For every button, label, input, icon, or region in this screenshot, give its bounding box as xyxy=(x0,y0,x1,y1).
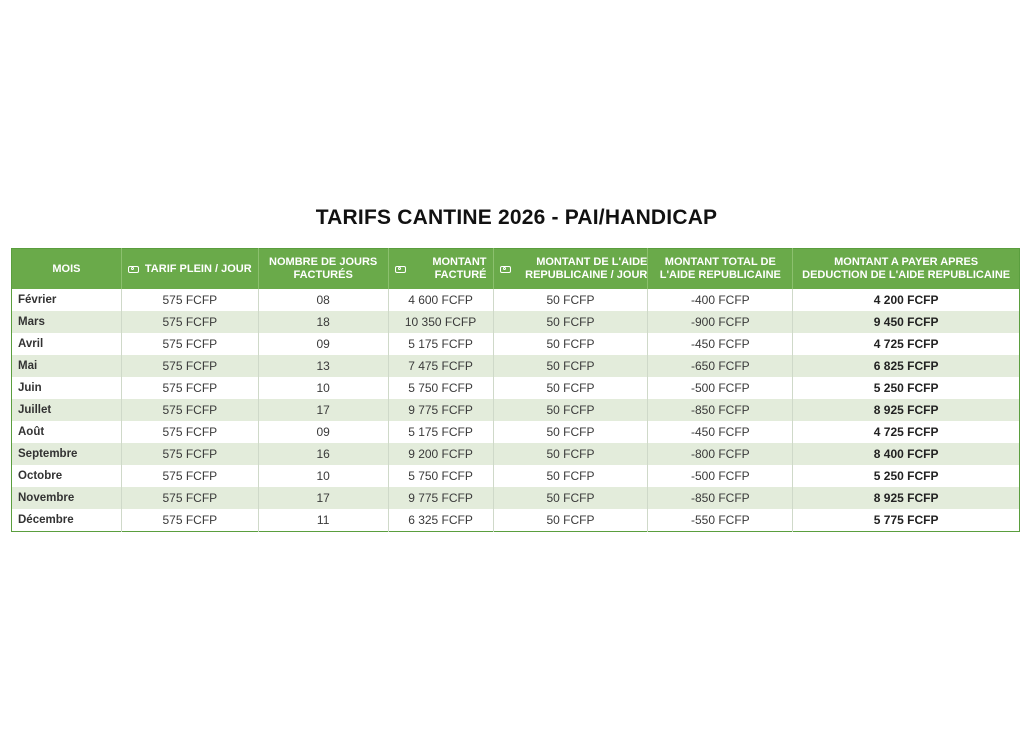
cell-mois: Février xyxy=(12,289,122,311)
cell-tarif: 575 FCFP xyxy=(121,355,258,377)
cell-total-aide: -800 FCFP xyxy=(648,443,793,465)
table-row xyxy=(12,289,1020,311)
cell-jours: 09 xyxy=(258,421,388,443)
header-jours-line2: FACTURÉS xyxy=(293,269,353,281)
header-total-aide-line1: MONTANT TOTAL DE xyxy=(664,256,776,268)
cash-icon xyxy=(128,266,139,273)
cell-jours: 13 xyxy=(258,355,388,377)
header-jours xyxy=(258,249,388,290)
cell-tarif: 575 FCFP xyxy=(121,443,258,465)
cell-payer: 9 450 FCFP xyxy=(793,311,1020,333)
cell-tarif: 575 FCFP xyxy=(121,421,258,443)
cell-montant: 7 475 FCFP xyxy=(388,355,493,377)
cell-mois: Juillet xyxy=(12,399,122,421)
cell-payer: 4 200 FCFP xyxy=(793,289,1020,311)
header-montant-line2: FACTURÉ xyxy=(434,269,487,281)
cell-payer: 8 400 FCFP xyxy=(793,443,1020,465)
cell-montant: 4 600 FCFP xyxy=(388,289,493,311)
cell-total-aide: -500 FCFP xyxy=(648,465,793,487)
cash-icon xyxy=(500,266,511,273)
cell-jours: 08 xyxy=(258,289,388,311)
header-tarif-label: TARIF PLEIN / JOUR xyxy=(144,262,252,275)
cell-jours: 18 xyxy=(258,311,388,333)
table-row xyxy=(12,421,1020,443)
table-body xyxy=(12,289,1020,532)
cell-montant: 6 325 FCFP xyxy=(388,509,493,532)
cell-total-aide: -650 FCFP xyxy=(648,355,793,377)
cell-aide: 50 FCFP xyxy=(493,289,648,311)
cell-jours: 16 xyxy=(258,443,388,465)
header-montant-line1: MONTANT xyxy=(432,256,487,268)
header-payer-line1: MONTANT A PAYER APRES xyxy=(834,256,979,268)
cell-montant: 9 775 FCFP xyxy=(388,399,493,421)
cell-montant: 9 775 FCFP xyxy=(388,487,493,509)
cell-mois: Novembre xyxy=(12,487,122,509)
cell-payer: 5 250 FCFP xyxy=(793,465,1020,487)
page-title: TARIFS CANTINE 2026 - PAI/HANDICAP xyxy=(315,206,718,229)
cash-icon xyxy=(395,266,406,273)
cell-payer: 4 725 FCFP xyxy=(793,421,1020,443)
cell-montant: 5 175 FCFP xyxy=(388,333,493,355)
cell-tarif: 575 FCFP xyxy=(121,399,258,421)
cell-jours: 11 xyxy=(258,509,388,532)
table-row xyxy=(12,399,1020,421)
cell-payer: 4 725 FCFP xyxy=(793,333,1020,355)
cell-total-aide: -550 FCFP xyxy=(648,509,793,532)
cell-payer: 8 925 FCFP xyxy=(793,487,1020,509)
cell-jours: 09 xyxy=(258,333,388,355)
cell-tarif: 575 FCFP xyxy=(121,377,258,399)
cell-aide: 50 FCFP xyxy=(493,443,648,465)
header-montant xyxy=(388,249,493,290)
table-header xyxy=(12,249,1020,290)
cell-total-aide: -900 FCFP xyxy=(648,311,793,333)
cell-montant: 10 350 FCFP xyxy=(388,311,493,333)
cell-mois: Avril xyxy=(12,333,122,355)
header-tarif xyxy=(121,249,258,290)
table-row xyxy=(12,355,1020,377)
cell-jours: 17 xyxy=(258,487,388,509)
header-total-aide-line2: L'AIDE REPUBLICAINE xyxy=(659,269,781,281)
cell-aide: 50 FCFP xyxy=(493,421,648,443)
header-payer xyxy=(793,249,1020,290)
table-row xyxy=(12,311,1020,333)
cell-aide: 50 FCFP xyxy=(493,465,648,487)
cell-aide: 50 FCFP xyxy=(493,355,648,377)
cell-tarif: 575 FCFP xyxy=(121,509,258,532)
cell-mois: Septembre xyxy=(12,443,122,465)
cell-total-aide: -850 FCFP xyxy=(648,399,793,421)
cell-payer: 6 825 FCFP xyxy=(793,355,1020,377)
cell-aide: 50 FCFP xyxy=(493,487,648,509)
cell-mois: Juin xyxy=(12,377,122,399)
header-aide xyxy=(493,249,648,290)
table-row xyxy=(12,509,1020,532)
cell-total-aide: -450 FCFP xyxy=(648,421,793,443)
cell-total-aide: -500 FCFP xyxy=(648,377,793,399)
cell-tarif: 575 FCFP xyxy=(121,289,258,311)
cell-tarif: 575 FCFP xyxy=(121,311,258,333)
cell-total-aide: -400 FCFP xyxy=(648,289,793,311)
cell-montant: 5 175 FCFP xyxy=(388,421,493,443)
tarifs-table xyxy=(11,248,1020,532)
table-row xyxy=(12,377,1020,399)
cell-mois: Décembre xyxy=(12,509,122,532)
cell-montant: 5 750 FCFP xyxy=(388,377,493,399)
table-row xyxy=(12,443,1020,465)
cell-total-aide: -450 FCFP xyxy=(648,333,793,355)
cell-tarif: 575 FCFP xyxy=(121,487,258,509)
cell-montant: 5 750 FCFP xyxy=(388,465,493,487)
table-row xyxy=(12,465,1020,487)
table-row xyxy=(12,487,1020,509)
header-aide-line1: MONTANT DE L'AIDE xyxy=(536,256,648,268)
cell-payer: 5 775 FCFP xyxy=(793,509,1020,532)
cell-aide: 50 FCFP xyxy=(493,333,648,355)
cell-aide: 50 FCFP xyxy=(493,377,648,399)
cell-tarif: 575 FCFP xyxy=(121,465,258,487)
cell-mois: Mai xyxy=(12,355,122,377)
cell-aide: 50 FCFP xyxy=(493,311,648,333)
cell-tarif: 575 FCFP xyxy=(121,333,258,355)
cell-payer: 5 250 FCFP xyxy=(793,377,1020,399)
cell-jours: 10 xyxy=(258,465,388,487)
header-total-aide xyxy=(648,249,793,290)
cell-mois: Août xyxy=(12,421,122,443)
header-payer-line2: DEDUCTION DE L'AIDE REPUBLICAINE xyxy=(802,269,1011,281)
cell-aide: 50 FCFP xyxy=(493,399,648,421)
header-mois-label: MOIS xyxy=(52,262,81,275)
table-row xyxy=(12,333,1020,355)
header-jours-line1: NOMBRE DE JOURS xyxy=(269,256,378,268)
cell-aide: 50 FCFP xyxy=(493,509,648,532)
cell-mois: Mars xyxy=(12,311,122,333)
header-aide-line2: REPUBLICAINE / JOUR xyxy=(525,269,648,281)
cell-mois: Octobre xyxy=(12,465,122,487)
cell-total-aide: -850 FCFP xyxy=(648,487,793,509)
cell-jours: 17 xyxy=(258,399,388,421)
cell-montant: 9 200 FCFP xyxy=(388,443,493,465)
header-mois xyxy=(12,249,122,290)
cell-payer: 8 925 FCFP xyxy=(793,399,1020,421)
cell-jours: 10 xyxy=(258,377,388,399)
